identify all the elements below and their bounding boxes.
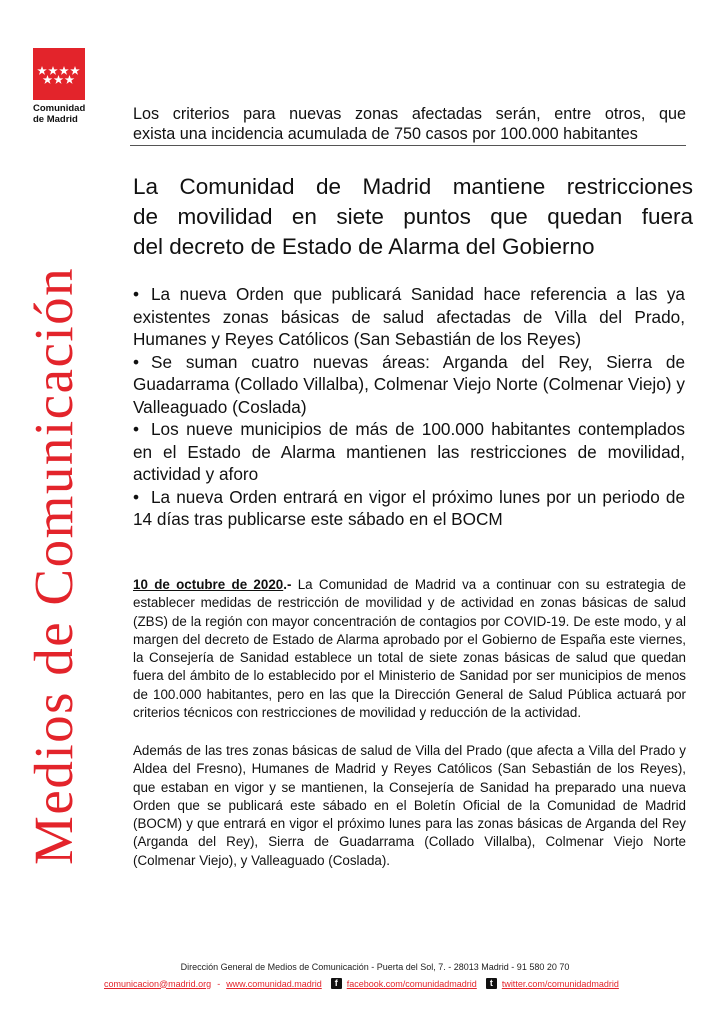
bullet-text: La nueva Orden que publicará Sanidad hace referencia a las ya existentes zonas básicas de salud afectadas de Villa del Prado, Humanes y Reyes Católicos (San Sebastián de los Reyes): [133, 284, 685, 349]
email-link[interactable]: comunicacion@madrid.org: [104, 978, 212, 989]
website-link[interactable]: www.comunidad.madrid: [226, 978, 322, 989]
bullet-dot-icon: •: [133, 419, 140, 439]
star-icon: [37, 66, 47, 75]
seven-stars-icon: [33, 48, 85, 100]
bullet-list: [133, 283, 685, 531]
footer-separator: -: [217, 978, 221, 989]
bullet-item: [133, 486, 685, 531]
subtitle: [133, 104, 686, 144]
bullet-dot-icon: •: [133, 284, 140, 304]
facebook-link[interactable]: facebook.com/comunidadmadrid: [346, 978, 477, 989]
body-paragraph-1: [133, 576, 686, 722]
star-icon: [59, 66, 69, 75]
headline-line-2: de movilidad en siete puntos que quedan fuera: [133, 204, 693, 229]
twitter-link[interactable]: twitter.com/comunidadmadrid: [501, 978, 619, 989]
logo-line-2: de Madrid: [33, 114, 78, 125]
bullet-text: Los nueve municipios de más de 100.000 habitantes contemplados en el Estado de Alarma mantienen las restricciones de movilidad, actividad y aforo: [133, 419, 685, 484]
bullet-item: [133, 351, 685, 419]
star-icon: [70, 66, 80, 75]
twitter-icon[interactable]: t: [486, 978, 497, 989]
bullet-text: Se suman cuatro nuevas áreas: Arganda del Rey, Sierra de Guadarrama (Collado Villalba), Colmenar Viejo Norte (Colmenar Viejo) y Valleaguado (Coslada): [133, 351, 685, 417]
logo-line-1: Comunidad: [33, 103, 86, 114]
bullet-dot-icon: •: [133, 486, 140, 507]
dateline: 10 de octubre de 2020: [133, 577, 284, 592]
bullet-text: La nueva Orden entrará en vigor el próximo lunes por un periodo de 14 días tras publicarse este sábado en el BOCM: [133, 486, 685, 529]
comunidad-madrid-logo: [33, 48, 85, 100]
bullet-item: [133, 283, 685, 351]
star-icon: [43, 75, 53, 84]
bullet-dot-icon: •: [133, 351, 140, 372]
headline-line-1: La Comunidad de Madrid mantiene restricciones: [133, 174, 693, 199]
logo-wordmark: [33, 103, 85, 125]
footer-address: Dirección General de Medios de Comunicación - Puerta del Sol, 7. - 28013 Madrid - 91 580 20 70: [180, 962, 570, 972]
star-icon: [48, 66, 58, 75]
side-banner: Medios de Comunicación: [23, 266, 84, 865]
facebook-icon[interactable]: f: [331, 978, 342, 989]
star-icon: [65, 75, 75, 84]
bullet-item: [133, 418, 685, 486]
subtitle-divider: [130, 145, 686, 146]
headline: [133, 172, 693, 262]
footer-links: [104, 978, 619, 989]
body-paragraph-2: Además de las tres zonas básicas de salud de Villa del Prado (que afecta a Villa del Prado y Aldea del Fresno), Humanes de Madrid y Reyes Católicos (San Sebastián de los Reyes), que estaban en vigor y se mantienen, la Consejería de Sanidad ha preparado una nueva Orden que se publicará este sábado en el Boletín Oficial de la Comunidad de Madrid (BOCM) y que entrará en vigor el próximo lunes para las zonas básicas de Arganda del Rey (Arganda del Rey), Sierra de Guadarrama (Collado Villalba), Colmenar Viejo Norte (Colmenar Viejo), y Valleaguado (Coslada).: [133, 743, 686, 868]
star-icon: [54, 75, 64, 84]
dateline-separator: .-: [283, 577, 292, 592]
subtitle-line-1: Los criterios para nuevas zonas afectadas serán, entre otros, que: [133, 105, 686, 123]
paragraph-1-text: La Comunidad de Madrid va a continuar con su estrategia de establecer medidas de restricción de movilidad y de actividad en zonas básicas de salud (ZBS) de la región con mayor concentración de contagios por COVID-19. De este modo, y al margen del decreto de Estado de Alarma aprobado por el Gobierno de España este viernes, la Consejería de Sanidad establece un total de siete zonas básicas de salud que quedan fuera del ámbito de lo establecido por el Ministerio de Sanidad por ser municipios de menos de 100.000 habitantes, pero en las que la Dirección General de Salud Pública actuará por criterios técnicos con restricciones de movilidad y reducción de la actividad.: [133, 577, 686, 721]
subtitle-line-2: exista una incidencia acumulada de 750 casos por 100.000 habitantes: [133, 125, 638, 143]
headline-line-3: del decreto de Estado de Alarma del Gobierno: [133, 234, 595, 259]
